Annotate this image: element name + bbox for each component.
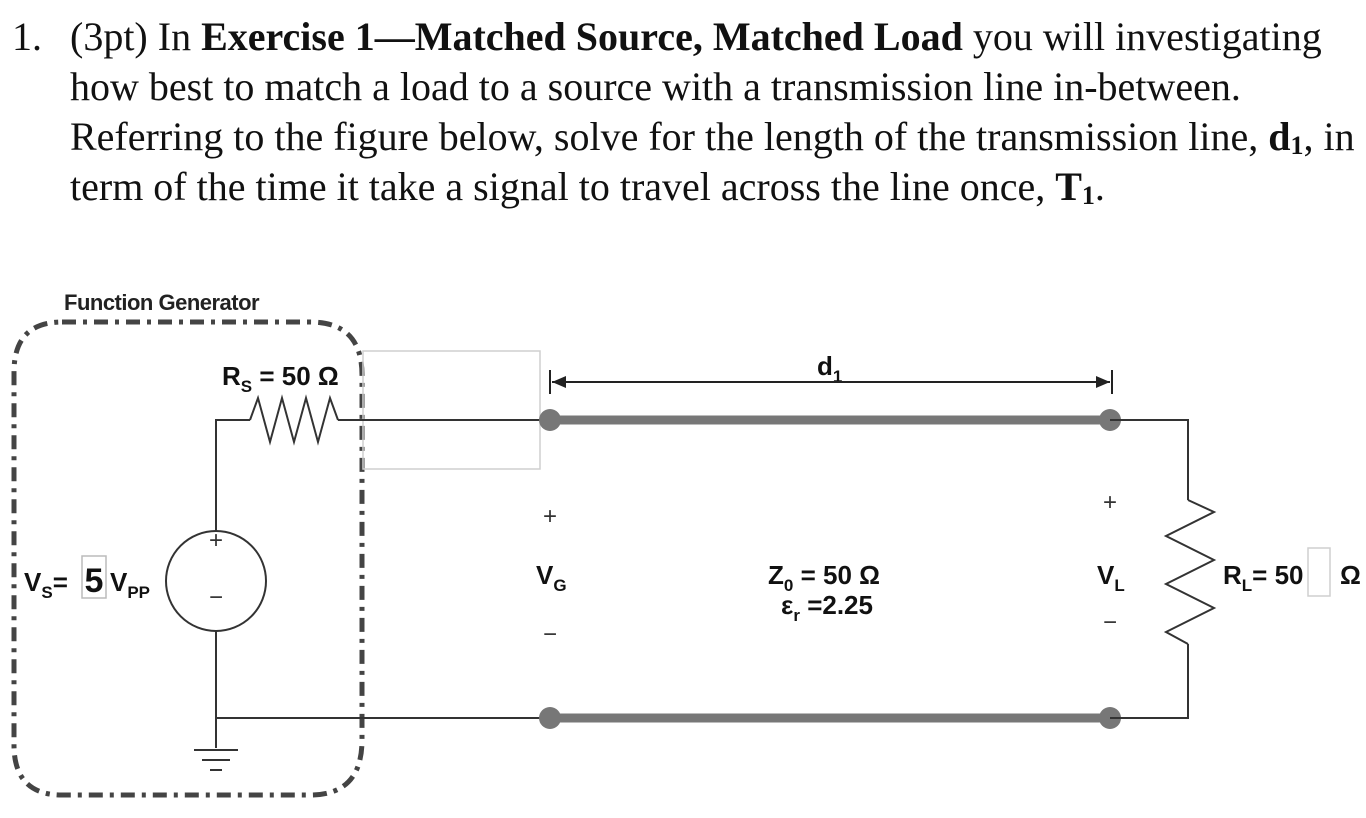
er-label: $\varepsilon_r =2.25$ [781,590,873,625]
vg-minus: − [542,621,558,648]
source-minus: − [208,584,224,611]
load-wire-bottom [1110,644,1188,718]
rl-unit: Ω [1340,560,1361,590]
vg-plus: + [542,503,558,530]
d1-label: $d_1$ [817,351,843,386]
question-number: 1. [12,14,42,59]
exercise-title: Exercise 1—Matched Source, Matched Load [201,14,963,59]
connector-box [363,351,540,469]
source-plus: + [208,527,224,554]
function-generator-label: Function Generator [64,290,260,315]
rs-resistor-symbol [250,398,338,442]
rl-value-box [1308,548,1330,596]
rs-label: $R_S = 50$ Ω [222,361,339,396]
question-text-part: (3pt) In [70,14,202,59]
vs-value: 5 [84,562,104,600]
load-wire-top [1110,420,1188,500]
tline-node-top-left [539,409,561,431]
rl-resistor-symbol [1166,500,1214,644]
rl-label: $R_L= 50$ [1223,560,1304,595]
tline-node-bottom-left [539,707,561,729]
vl-minus: − [1102,609,1118,636]
z0-label: $Z_0 = 50$ Ω [768,560,880,595]
question-text-part: , in term of the time it take a signal to travel across the line once, [70,114,1355,209]
vl-label: $V_L$ [1097,560,1125,595]
vg-label: $V_G$ [536,560,567,595]
question-text-part: . [1094,164,1105,209]
variable-t1: $T_1$ [1055,164,1095,210]
source-wire-bottom [216,622,548,718]
d1-arrow-left [552,376,566,388]
ground-symbol [194,718,238,770]
source-wire-left [216,420,250,540]
d1-arrow-right [1096,376,1110,388]
variable-d1: $d_1$ [1268,114,1304,160]
vs-unit: $V_{PP}$ [110,567,151,602]
question-text-part: you will investigating how best to match a load to a source with a transmission line in-between. Referring to the figure below, solve for the length of the transmission line, [70,14,1322,159]
vs-label: $V_S=$ [24,567,68,602]
vl-plus: + [1102,489,1118,516]
